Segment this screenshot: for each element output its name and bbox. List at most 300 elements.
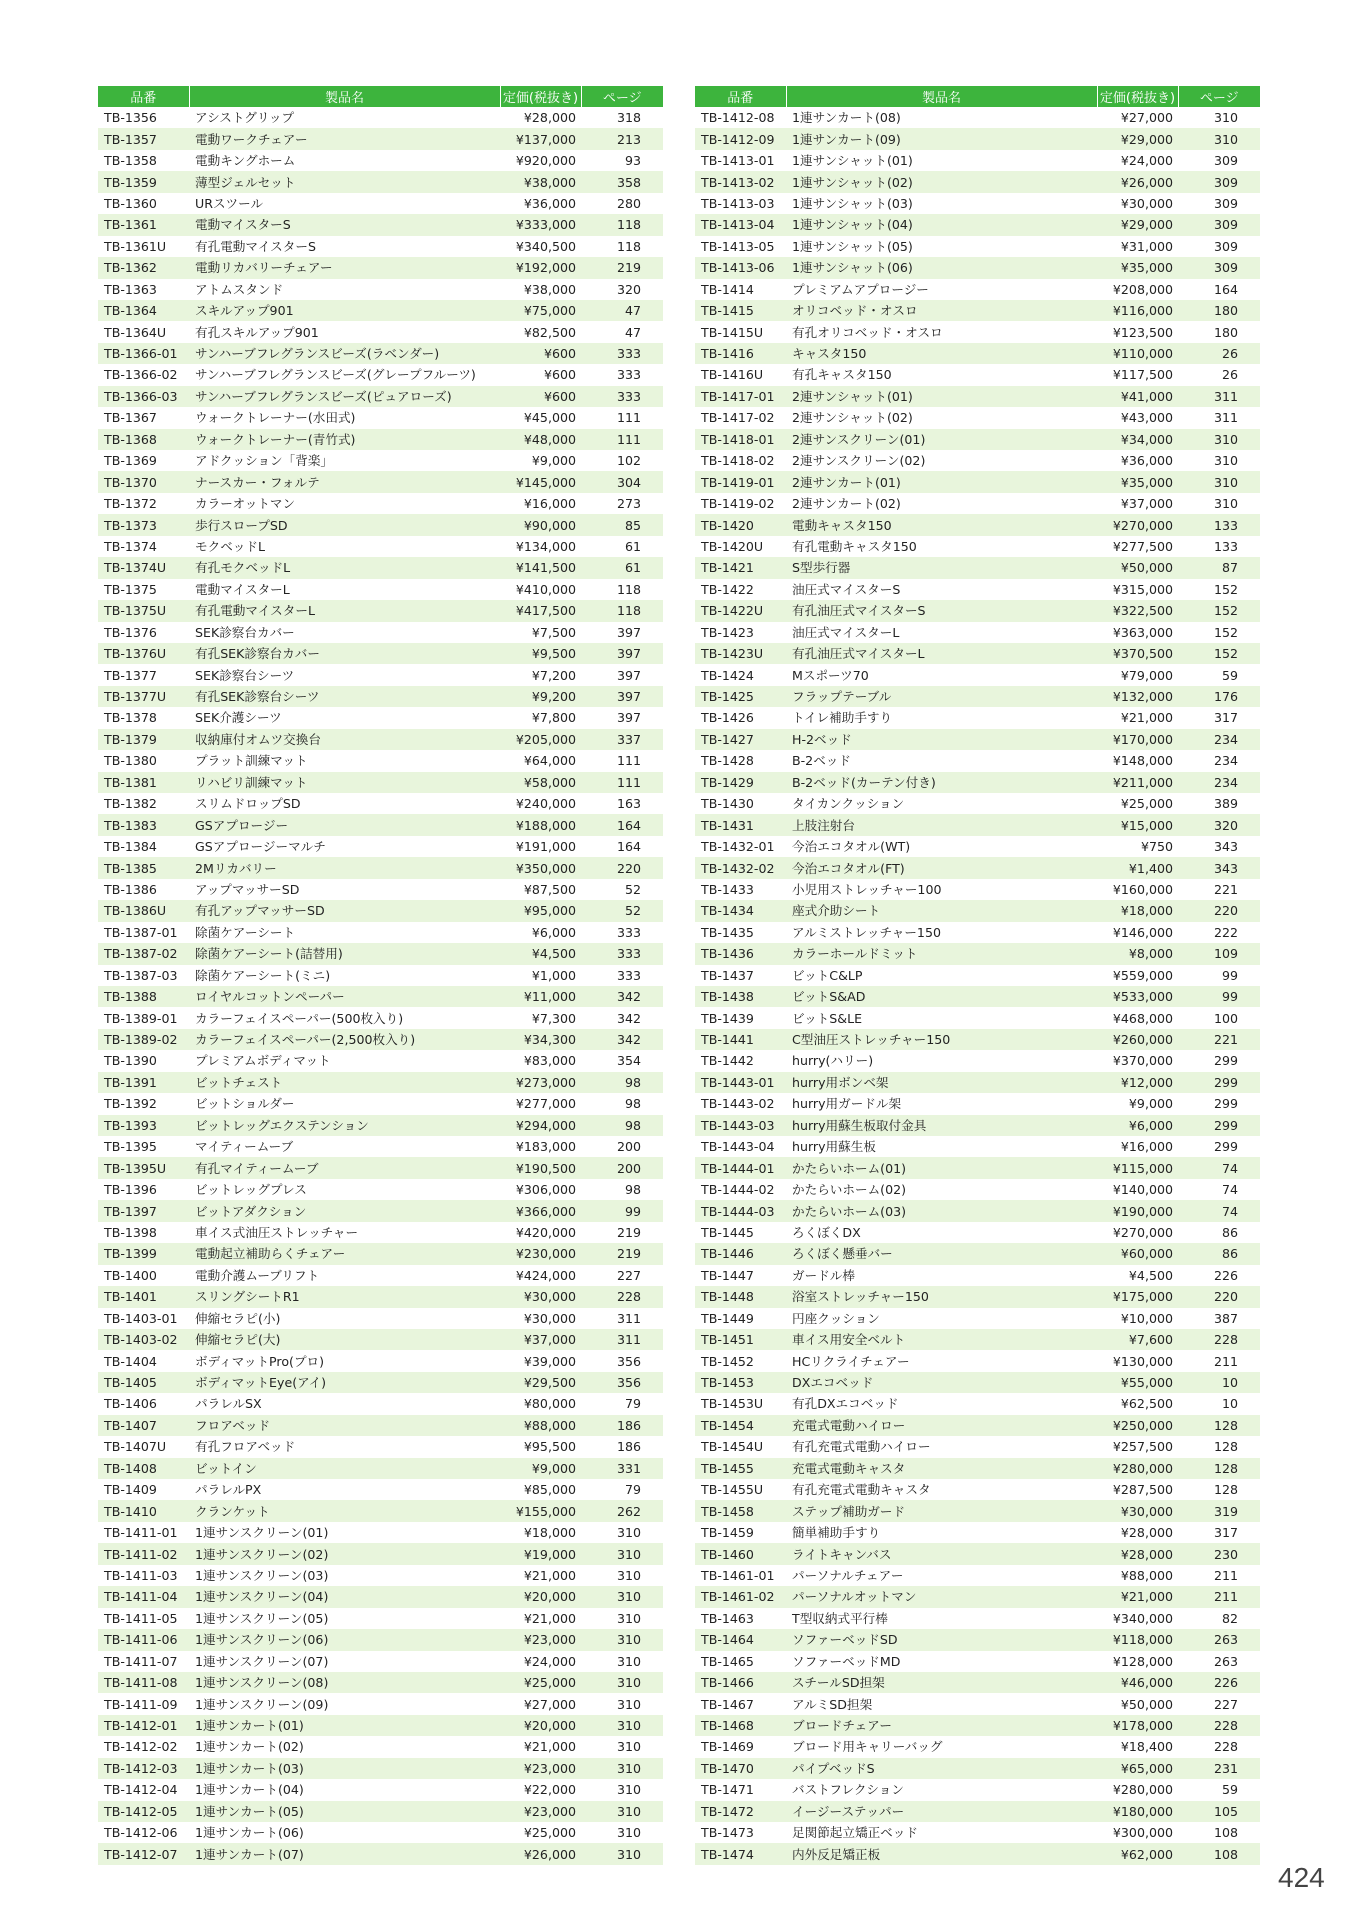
catalog-page: 389 [1213, 796, 1238, 812]
product-name: SEK介護シーツ [195, 710, 282, 726]
product-name: オリコベッド・オスロ [786, 300, 1097, 321]
catalog-page: 100 [1213, 1010, 1238, 1026]
product-code: TB-1459 [701, 1525, 754, 1541]
product-price: ¥62,500 [1120, 1396, 1173, 1412]
catalog-page: 310 [1213, 110, 1238, 126]
table-row [98, 1608, 663, 1629]
product-code: TB-1386U [98, 900, 189, 921]
catalog-page: 310 [581, 1672, 663, 1693]
product-code: TB-1430 [701, 796, 754, 812]
product-price: ¥306,000 [515, 1182, 576, 1198]
product-name: HCリクライチェアー [792, 1353, 910, 1369]
product-code: TB-1443-01 [695, 1072, 786, 1093]
table-row [98, 1265, 663, 1286]
table-row [98, 1136, 663, 1157]
product-name: サンハーブフレグランスビーズ(グレープフルーツ) [195, 367, 476, 383]
table-row [695, 1651, 1260, 1672]
catalog-page: 118 [581, 600, 663, 621]
catalog-page: 111 [581, 772, 663, 793]
product-name: 有孔充電式電動キャスタ [792, 1482, 931, 1498]
catalog-page: 311 [1213, 410, 1238, 426]
catalog-page: 310 [1213, 453, 1238, 469]
table-row [98, 1093, 663, 1114]
catalog-page: 343 [1213, 839, 1238, 855]
product-name: GSアプロージー [189, 814, 500, 835]
header-page: ページ [1178, 86, 1260, 107]
table-row [695, 1479, 1260, 1500]
product-name: フロアベッド [189, 1415, 500, 1436]
table-row [695, 857, 1260, 878]
product-price: ¥25,000 [523, 1825, 576, 1841]
product-price: ¥60,000 [1097, 1243, 1178, 1264]
product-price: ¥95,000 [500, 900, 581, 921]
product-code: TB-1443-02 [701, 1096, 775, 1112]
product-price: ¥190,500 [500, 1157, 581, 1178]
table-row [98, 171, 663, 192]
product-name: ビットアダクション [189, 1200, 500, 1221]
product-name: パーソナルオットマン [786, 1586, 1097, 1607]
product-price: ¥230,000 [500, 1243, 581, 1264]
product-name: B-2ベッド(カーテン付き) [786, 772, 1097, 793]
catalog-page: 105 [1178, 1801, 1260, 1822]
product-code: TB-1472 [695, 1801, 786, 1822]
table-row [98, 1736, 663, 1757]
table-row [695, 1179, 1260, 1200]
product-name: 有孔SEK診察台カバー [189, 643, 500, 664]
product-price: ¥178,000 [1097, 1715, 1178, 1736]
product-name: ろくぼく懸垂バー [786, 1243, 1097, 1264]
product-price: ¥75,000 [500, 300, 581, 321]
table-row [98, 321, 663, 342]
product-name: S型歩行器 [786, 557, 1097, 578]
table-row [695, 1500, 1260, 1521]
product-code: TB-1407 [98, 1415, 189, 1436]
product-price: ¥21,000 [523, 1739, 576, 1755]
table-row [695, 493, 1260, 514]
catalog-page: 87 [1178, 557, 1260, 578]
product-name: H-2ベッド [786, 729, 1097, 750]
product-price: ¥366,000 [500, 1200, 581, 1221]
catalog-page: 99 [1178, 986, 1260, 1007]
catalog-page: 47 [624, 324, 641, 340]
product-price: ¥88,000 [500, 1415, 581, 1436]
catalog-page: 99 [1221, 967, 1238, 983]
catalog-page: 333 [616, 367, 641, 383]
product-price: ¥123,500 [1112, 324, 1173, 340]
product-code: TB-1386 [104, 881, 157, 897]
catalog-page: 200 [581, 1157, 663, 1178]
product-code: TB-1416 [695, 343, 786, 364]
product-price: ¥28,000 [523, 110, 576, 126]
product-price: ¥48,000 [500, 429, 581, 450]
table-row [695, 300, 1260, 321]
product-code: TB-1387-02 [98, 943, 189, 964]
catalog-page: 164 [1213, 281, 1238, 297]
catalog-page: 310 [616, 1610, 641, 1626]
catalog-page: 221 [1213, 881, 1238, 897]
product-code: TB-1412-02 [104, 1739, 178, 1755]
catalog-page: 226 [1178, 1672, 1260, 1693]
product-price: ¥18,400 [1120, 1739, 1173, 1755]
catalog-page: 93 [624, 153, 641, 169]
catalog-page: 98 [581, 1115, 663, 1136]
product-code: TB-1417-01 [695, 386, 786, 407]
product-price: ¥208,000 [1112, 281, 1173, 297]
product-name: 有孔オリコベッド・オスロ [792, 324, 943, 340]
catalog-page: 227 [616, 1267, 641, 1283]
product-code: TB-1454 [695, 1415, 786, 1436]
table-row [98, 364, 663, 385]
product-code: TB-1445 [701, 1224, 754, 1240]
product-name: ステップ補助ガード [786, 1500, 1097, 1521]
product-price: ¥6,000 [1097, 1115, 1178, 1136]
catalog-page: 228 [581, 1286, 663, 1307]
catalog-page: 86 [1221, 1224, 1238, 1240]
table-row [695, 1222, 1260, 1243]
catalog-page: 320 [1178, 814, 1260, 835]
product-name: 電動マイスターS [189, 214, 500, 235]
product-name: 薄型ジェルセット [189, 171, 500, 192]
product-price: ¥468,000 [1112, 1010, 1173, 1026]
table-body-left [98, 107, 663, 1865]
product-name: ナースカー・フォルテ [189, 471, 500, 492]
product-name: 1連サンシャット(06) [786, 257, 1097, 278]
product-name: ライトキャンバス [786, 1543, 1097, 1564]
product-price: ¥110,000 [1097, 343, 1178, 364]
product-price: ¥192,000 [500, 257, 581, 278]
catalog-page: 61 [581, 557, 663, 578]
table-row [695, 793, 1260, 814]
product-name: 有孔フロアベッド [195, 1439, 296, 1455]
catalog-page: 263 [1213, 1653, 1238, 1669]
product-name: 1連サンシャット(04) [786, 214, 1097, 235]
catalog-page: 26 [1178, 343, 1260, 364]
table-row [695, 900, 1260, 921]
product-code: TB-1423 [701, 624, 754, 640]
catalog-page: 342 [616, 1010, 641, 1026]
catalog-page: 228 [1213, 1739, 1238, 1755]
table-row [98, 1372, 663, 1393]
product-code: TB-1468 [695, 1715, 786, 1736]
catalog-page: 74 [1178, 1200, 1260, 1221]
product-price: ¥27,000 [1120, 110, 1173, 126]
table-row [98, 1243, 663, 1264]
product-code: TB-1437 [701, 967, 754, 983]
catalog-page: 310 [1178, 429, 1260, 450]
table-row [98, 1179, 663, 1200]
product-code: TB-1406 [104, 1396, 157, 1412]
catalog-page: 118 [616, 238, 641, 254]
product-code: TB-1428 [701, 753, 754, 769]
product-code: TB-1452 [701, 1353, 754, 1369]
product-name: パーソナルチェアー [792, 1567, 904, 1583]
product-name: ビットチェスト [189, 1072, 500, 1093]
catalog-page: 59 [1221, 1782, 1238, 1798]
table-row [695, 514, 1260, 535]
product-price: ¥175,000 [1097, 1286, 1178, 1307]
product-code: TB-1375 [104, 581, 157, 597]
product-price: ¥130,000 [1112, 1353, 1173, 1369]
product-price: ¥1,400 [1097, 857, 1178, 878]
catalog-page: 234 [1178, 729, 1260, 750]
product-code: TB-1369 [104, 453, 157, 469]
table-row [695, 879, 1260, 900]
catalog-page: 98 [624, 1096, 641, 1112]
product-price: ¥257,500 [1112, 1439, 1173, 1455]
product-code: TB-1448 [695, 1286, 786, 1307]
table-row [98, 836, 663, 857]
table-row [695, 622, 1260, 643]
catalog-page: 152 [1213, 624, 1238, 640]
product-code: TB-1411-07 [104, 1653, 178, 1669]
product-code: TB-1379 [98, 729, 189, 750]
table-row [98, 1801, 663, 1822]
header-code: 品番 [98, 86, 189, 107]
table-row [695, 429, 1260, 450]
catalog-page: 99 [581, 1200, 663, 1221]
product-price: ¥559,000 [1112, 967, 1173, 983]
catalog-page: 356 [616, 1353, 641, 1369]
product-price: ¥34,000 [1097, 429, 1178, 450]
catalog-page: 331 [581, 1458, 663, 1479]
catalog-page: 180 [1213, 324, 1238, 340]
product-name: 1連サンカート(07) [189, 1843, 500, 1864]
product-name: ブロード用キャリーバッグ [792, 1739, 943, 1755]
product-price: ¥18,000 [1097, 900, 1178, 921]
product-code: TB-1446 [695, 1243, 786, 1264]
product-price: ¥140,000 [1112, 1182, 1173, 1198]
catalog-page: 74 [1221, 1182, 1238, 1198]
product-name: 1連サンシャット(03) [792, 195, 913, 211]
catalog-page: 342 [581, 1029, 663, 1050]
product-name: Mスポーツ70 [792, 667, 869, 683]
table-row [98, 1843, 663, 1864]
product-code: TB-1363 [104, 281, 157, 297]
product-name: 2連サンスクリーン(02) [792, 453, 926, 469]
product-price: ¥46,000 [1097, 1672, 1178, 1693]
product-code: TB-1444-02 [701, 1182, 775, 1198]
product-name: SEK診察台シーツ [195, 667, 295, 683]
product-price: ¥600 [500, 386, 581, 407]
product-name: 1連サンスクリーン(09) [195, 1696, 329, 1712]
table-row [98, 1072, 663, 1093]
product-name: 油圧式マイスターS [792, 581, 901, 597]
product-code: TB-1366-03 [98, 386, 189, 407]
product-price: ¥1,000 [531, 967, 576, 983]
product-price: ¥190,000 [1097, 1200, 1178, 1221]
product-price: ¥26,000 [1097, 171, 1178, 192]
table-row [695, 1029, 1260, 1050]
product-code: TB-1438 [695, 986, 786, 1007]
table-row [695, 1608, 1260, 1629]
catalog-page: 128 [1213, 1439, 1238, 1455]
catalog-page: 180 [1178, 300, 1260, 321]
table-row [695, 279, 1260, 300]
table-row [98, 686, 663, 707]
product-code: TB-1411-08 [98, 1672, 189, 1693]
product-name: パラレルSX [195, 1396, 262, 1412]
product-price: ¥34,300 [500, 1029, 581, 1050]
table-body-right [695, 107, 1260, 1865]
catalog-page: 263 [1178, 1629, 1260, 1650]
product-name: 足関節起立矯正ベッド [792, 1825, 918, 1841]
table-row [695, 1415, 1260, 1436]
product-name: URスツール [195, 195, 264, 211]
product-price: ¥38,000 [523, 281, 576, 297]
product-price: ¥340,000 [1112, 1610, 1173, 1626]
product-price: ¥64,000 [523, 753, 576, 769]
product-name: アシストグリップ [195, 110, 295, 126]
product-name: 有孔マイティームーブ [189, 1157, 500, 1178]
product-name: ビットレッグプレス [195, 1182, 307, 1198]
product-code: TB-1411-01 [104, 1525, 178, 1541]
product-code: TB-1474 [695, 1843, 786, 1864]
table-row [695, 1693, 1260, 1714]
product-code: TB-1391 [98, 1072, 189, 1093]
table-row [98, 1415, 663, 1436]
product-code: TB-1356 [104, 110, 157, 126]
product-name: 除菌ケアーシート [195, 924, 296, 940]
product-price: ¥277,000 [515, 1096, 576, 1112]
product-code: TB-1412-03 [98, 1758, 189, 1779]
product-price: ¥132,000 [1097, 686, 1178, 707]
product-code: TB-1370 [98, 471, 189, 492]
product-price: ¥277,500 [1112, 538, 1173, 554]
table-row [98, 471, 663, 492]
product-price: ¥30,000 [500, 1286, 581, 1307]
table-row [98, 1779, 663, 1800]
catalog-page: 309 [1178, 171, 1260, 192]
table-row [98, 450, 663, 471]
product-code: TB-1385 [98, 857, 189, 878]
catalog-page: 280 [616, 195, 641, 211]
product-name: 円座クッション [792, 1310, 880, 1326]
product-code: TB-1377U [98, 686, 189, 707]
product-name: 電動ワークチェアー [189, 128, 500, 149]
table-row [695, 1715, 1260, 1736]
product-name: サンハーブフレグランスビーズ(ラベンダー) [189, 343, 500, 364]
product-code: TB-1367 [104, 410, 157, 426]
product-name: DXエコベッド [786, 1372, 1097, 1393]
table-row [98, 579, 663, 600]
table-row [98, 236, 663, 257]
product-code: TB-1368 [98, 429, 189, 450]
catalog-page: 309 [1178, 214, 1260, 235]
table-row [695, 1286, 1260, 1307]
product-code: TB-1359 [98, 171, 189, 192]
product-price: ¥83,000 [523, 1053, 576, 1069]
product-price: ¥363,000 [1112, 624, 1173, 640]
product-price: ¥28,000 [1097, 1543, 1178, 1564]
product-code: TB-1411-04 [98, 1586, 189, 1607]
table-row [695, 1308, 1260, 1329]
product-price: ¥50,000 [1097, 557, 1178, 578]
table-row [98, 1222, 663, 1243]
catalog-page: 397 [581, 686, 663, 707]
product-price: ¥333,000 [500, 214, 581, 235]
table-row [98, 150, 663, 171]
catalog-page: 111 [616, 410, 641, 426]
product-name: カラーフェイスペーパー(2,500枚入り) [189, 1029, 500, 1050]
product-code: TB-1411-05 [104, 1610, 178, 1626]
table-row [98, 1350, 663, 1371]
product-name: 1連サンスクリーン(04) [189, 1586, 500, 1607]
product-name: hurry用ガードル架 [792, 1096, 902, 1112]
catalog-page: 310 [616, 1696, 641, 1712]
catalog-page: 26 [1221, 367, 1238, 383]
product-name: 収納庫付オムツ交換台 [189, 729, 500, 750]
product-code: TB-1398 [104, 1224, 157, 1240]
product-name: 座式介助シート [786, 900, 1097, 921]
catalog-page: 333 [616, 924, 641, 940]
catalog-page: 310 [616, 1825, 641, 1841]
product-name: カラーフェイスペーパー(500枚入り) [195, 1010, 404, 1026]
product-code: TB-1413-06 [695, 257, 786, 278]
product-code: TB-1416U [701, 367, 764, 383]
table-row [695, 943, 1260, 964]
product-name: B-2ベッド [792, 753, 851, 769]
table-row [695, 214, 1260, 235]
product-price: ¥294,000 [500, 1115, 581, 1136]
product-code: TB-1432-01 [701, 839, 775, 855]
catalog-page: 220 [1178, 1286, 1260, 1307]
product-code: TB-1454U [701, 1439, 764, 1455]
product-name: 有孔電動マイスターS [195, 238, 316, 254]
table-row [98, 622, 663, 643]
product-name: 電動マイスターL [195, 581, 290, 597]
catalog-page: 310 [581, 1629, 663, 1650]
table-header [98, 86, 663, 107]
product-code: TB-1390 [104, 1053, 157, 1069]
table-row [98, 1115, 663, 1136]
product-name: 車イス用安全ベルト [786, 1329, 1097, 1350]
product-name: クランケット [189, 1500, 500, 1521]
product-code: TB-1429 [695, 772, 786, 793]
table-row [98, 1565, 663, 1586]
table-row [695, 150, 1260, 171]
table-row [695, 1843, 1260, 1864]
catalog-page: 128 [1178, 1415, 1260, 1436]
product-price: ¥180,000 [1097, 1801, 1178, 1822]
catalog-page: 310 [616, 1653, 641, 1669]
product-code: TB-1412-09 [695, 128, 786, 149]
product-code: TB-1411-03 [104, 1567, 178, 1583]
catalog-page: 164 [581, 814, 663, 835]
table-row [98, 729, 663, 750]
product-price: ¥417,500 [500, 600, 581, 621]
product-code: TB-1387-03 [104, 967, 178, 983]
table-row [98, 1693, 663, 1714]
table-row [98, 1586, 663, 1607]
product-name: 1連サンスクリーン(07) [195, 1653, 329, 1669]
product-price: ¥21,000 [523, 1567, 576, 1583]
product-name: キャスタ150 [786, 343, 1097, 364]
product-price: ¥38,000 [500, 171, 581, 192]
product-code: TB-1413-01 [701, 153, 775, 169]
product-name: 伸縮セラピ(大) [189, 1329, 500, 1350]
table-row [695, 386, 1260, 407]
product-price: ¥7,200 [531, 667, 576, 683]
product-price: ¥30,000 [1120, 195, 1173, 211]
catalog-page: 310 [1178, 471, 1260, 492]
table-row [98, 1543, 663, 1564]
table-row [98, 107, 663, 128]
product-code: TB-1403-02 [98, 1329, 189, 1350]
product-price: ¥9,000 [531, 453, 576, 469]
product-price: ¥287,500 [1112, 1482, 1173, 1498]
table-row [695, 1393, 1260, 1414]
product-price: ¥10,000 [1120, 1310, 1173, 1326]
